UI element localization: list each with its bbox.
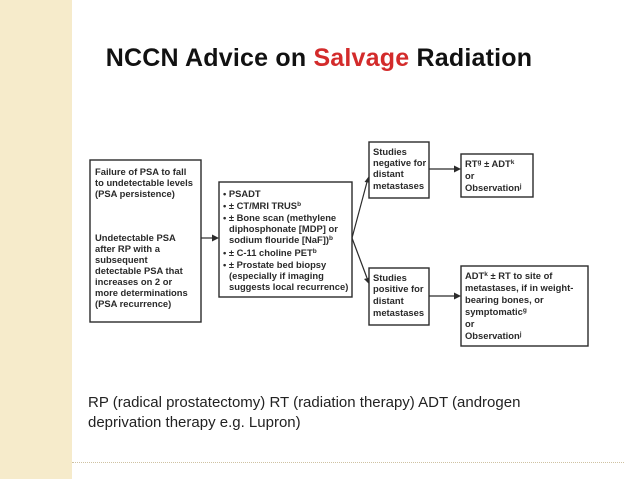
pos-observation-label: Observation	[465, 330, 520, 341]
workup-item-bone-scan-2: diphosphonate [MDP] or	[229, 223, 338, 234]
title-suffix: Radiation	[409, 44, 533, 72]
psa-line-10: (PSA recurrence)	[95, 298, 172, 309]
observation-label: Observation	[465, 182, 520, 193]
negative-outcome-or: or	[465, 170, 475, 181]
positive-line-3: distant	[373, 295, 404, 306]
workup-item-bone-scan-3	[229, 234, 333, 245]
positive-outcome-or: or	[465, 318, 475, 329]
workup-item-bone-scan-1: • ± Bone scan (methylene	[223, 212, 337, 223]
workup-item-ct-mri-text: • ± CT/MRI TRUS	[223, 200, 298, 211]
workup-item-ct-mri-sup: b	[297, 201, 302, 208]
positive-outcome-line-2: metastases, if in weight-	[465, 282, 574, 293]
symptomatic-sup: g	[522, 307, 527, 314]
abbreviation-caption	[88, 393, 608, 433]
slide-title	[0, 44, 638, 73]
positive-outcome-box	[461, 266, 588, 346]
arrowhead-to-workup	[212, 235, 219, 242]
positive-outcome-observation	[465, 330, 522, 341]
arrowhead-positive-outcome	[454, 293, 461, 300]
negative-studies-box	[369, 142, 429, 198]
psa-line-3: (PSA persistence)	[95, 188, 175, 199]
rt-sup: g	[477, 159, 482, 166]
negative-outcome-line-1	[465, 158, 515, 169]
psa-line-7: detectable PSA that	[95, 265, 183, 276]
negative-outcome-box	[461, 154, 533, 197]
positive-line-4: metastases	[373, 307, 425, 318]
title-prefix: NCCN Advice on	[105, 44, 314, 72]
positive-outcome-line-1	[465, 270, 553, 281]
positive-line-1: Studies	[373, 272, 407, 283]
caption-line-2: deprivation therapy e.g. Lupron)	[88, 414, 301, 431]
workup-item-bone-scan-sup: b	[329, 235, 333, 242]
negative-line-2: negative for	[373, 157, 427, 168]
psa-criteria-box	[90, 160, 201, 322]
psa-line-5: after RP with a	[95, 243, 160, 254]
workup-item-biopsy-3: suggests local recurrence)	[229, 281, 349, 292]
workup-item-choline-pet	[223, 247, 317, 258]
pos-adt-label: ADT	[465, 270, 485, 281]
footer-divider	[72, 462, 624, 463]
negative-line-3: distant	[373, 168, 404, 179]
workup-item-ct-mri	[223, 200, 301, 211]
symptomatic-label: symptomatic	[465, 306, 523, 317]
rt-label: RT	[465, 158, 478, 169]
adt-label: ± ADT	[481, 158, 511, 169]
negative-line-1: Studies	[373, 146, 407, 157]
adt-sup: k	[510, 159, 515, 166]
workup-item-bone-scan-3-text: sodium flouride [NaF])	[229, 234, 329, 245]
positive-line-2: positive for	[373, 283, 424, 294]
positive-outcome-line-3: bearing bones, or	[465, 294, 544, 305]
salvage-flow-diagram	[88, 140, 612, 360]
psa-line-2: to undetectable levels	[95, 177, 193, 188]
positive-outcome-line-4	[465, 306, 527, 317]
observation-sup: j	[519, 183, 522, 190]
workup-item-biopsy-1: • ± Prostate bed biopsy	[223, 259, 327, 270]
workup-item-biopsy-2: (especially if imaging	[229, 270, 324, 281]
workup-item-choline-pet-sup: b	[312, 248, 317, 255]
negative-line-4: metastases	[373, 180, 425, 191]
pos-adt-sup: k	[484, 271, 488, 278]
workup-box	[219, 182, 352, 297]
title-highlight: Salvage	[313, 44, 410, 72]
caption-line-1: RP (radical prostatectomy) RT (radiation therapy) ADT (androgen	[88, 394, 521, 411]
workup-item-choline-pet-text: • ± C-11 choline PET	[223, 247, 313, 258]
negative-outcome-observation	[465, 182, 522, 193]
psa-line-1: Failure of PSA to fall	[95, 166, 187, 177]
pos-rt-label: ± RT to site of	[487, 270, 553, 281]
pos-observation-sup: j	[519, 331, 522, 338]
branch-line-negative	[352, 182, 367, 238]
psa-line-6: subsequent	[95, 254, 148, 265]
branch-line-positive	[352, 238, 367, 278]
psa-line-9: more determinations	[95, 287, 188, 298]
arrowhead-negative-outcome	[454, 166, 461, 173]
workup-item-psadt: • PSADT	[223, 188, 261, 199]
psa-line-4: Undetectable PSA	[95, 232, 176, 243]
positive-studies-box	[369, 268, 429, 325]
psa-line-8: increases on 2 or	[95, 276, 173, 287]
